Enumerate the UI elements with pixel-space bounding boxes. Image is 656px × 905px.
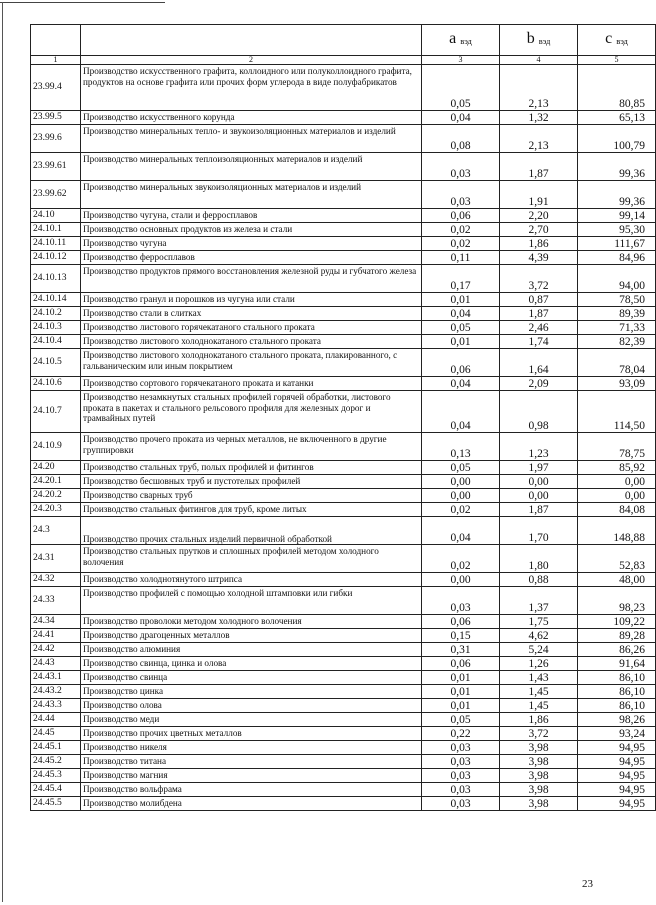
coef-a-cell: 0,05 xyxy=(422,713,500,727)
activity-name-cell: Производство чугуна, стали и ферросплавов xyxy=(81,209,422,223)
table-row xyxy=(31,349,656,377)
coef-a-cell: 0,06 xyxy=(422,657,500,671)
coef-a-cell: 0,00 xyxy=(422,475,500,489)
coef-a-cell: 0,02 xyxy=(422,503,500,517)
coef-a-cell: 0,13 xyxy=(422,433,500,461)
coef-b-cell: 1,74 xyxy=(500,335,578,349)
coef-a-cell: 0,00 xyxy=(422,489,500,503)
coef-b-cell: 2,70 xyxy=(500,223,578,237)
coef-a-cell: 0,04 xyxy=(422,377,500,391)
coef-a-cell: 0,06 xyxy=(422,209,500,223)
table-row xyxy=(31,685,656,699)
okved-code-cell: 24.31 xyxy=(31,545,81,573)
coef-b-cell: 4,39 xyxy=(500,251,578,265)
table-row xyxy=(31,783,656,797)
activity-name-cell: Производство листового холоднокатаного стального проката, плакированного, с гальваническим или иным покрытием xyxy=(81,349,422,377)
coef-c-cell: 86,26 xyxy=(578,643,656,657)
coef-b-cell: 2,20 xyxy=(500,209,578,223)
coef-a-cell: 0,03 xyxy=(422,755,500,769)
coef-c-cell: 109,22 xyxy=(578,615,656,629)
table-row xyxy=(31,475,656,489)
table-row xyxy=(31,335,656,349)
activity-name-cell: Производство титана xyxy=(81,755,422,769)
table-row xyxy=(31,699,656,713)
okved-code-cell: 24.10.2 xyxy=(31,307,81,321)
column-number: 1 xyxy=(31,56,81,65)
coef-b-cell: 0,87 xyxy=(500,293,578,307)
activity-name-cell: Производство цинка xyxy=(81,685,422,699)
activity-name-cell: Производство стальных труб, полых профилей и фитингов xyxy=(81,461,422,475)
table-row xyxy=(31,503,656,517)
activity-name-cell: Производство прочих цветных металлов xyxy=(81,727,422,741)
table-row xyxy=(31,769,656,783)
coef-b-cell: 1,64 xyxy=(500,349,578,377)
table-row xyxy=(31,671,656,685)
coef-c-cell: 71,33 xyxy=(578,321,656,335)
activity-name-cell: Производство алюминия xyxy=(81,643,422,657)
coef-b-cell: 1,37 xyxy=(500,587,578,615)
activity-name-cell: Производство бесшовных труб и пустотелых профилей xyxy=(81,475,422,489)
activity-name-cell: Производство холоднотянутого штрипса xyxy=(81,573,422,587)
header-b-label: b xyxy=(526,30,535,48)
okved-code-cell: 24.34 xyxy=(31,615,81,629)
okved-code-cell: 24.10.6 xyxy=(31,377,81,391)
coef-c-cell: 95,30 xyxy=(578,223,656,237)
table-row xyxy=(31,727,656,741)
coef-b-cell: 3,98 xyxy=(500,741,578,755)
coef-b-cell: 3,98 xyxy=(500,797,578,811)
activity-name-cell: Производство незамкнутых стальных профилей горячей обработки, листового проката в пакетах и стального рельсового профиля для железных дорог и трамвайных путей xyxy=(81,391,422,433)
table-row xyxy=(31,223,656,237)
coef-a-cell: 0,03 xyxy=(422,181,500,209)
coef-c-cell: 86,10 xyxy=(578,699,656,713)
column-number: 3 xyxy=(422,56,500,65)
coef-c-cell: 94,95 xyxy=(578,797,656,811)
coefficients-table xyxy=(30,24,656,811)
coef-b-cell: 1,86 xyxy=(500,237,578,251)
header-b-cell xyxy=(500,25,578,56)
okved-code-cell: 24.10.12 xyxy=(31,251,81,265)
okved-code-cell: 24.44 xyxy=(31,713,81,727)
header-a-subscript: вэд xyxy=(460,36,472,47)
activity-name-cell: Производство магния xyxy=(81,769,422,783)
coef-c-cell: 94,95 xyxy=(578,769,656,783)
coef-c-cell: 99,36 xyxy=(578,181,656,209)
coef-a-cell: 0,01 xyxy=(422,699,500,713)
coef-c-cell: 80,85 xyxy=(578,65,656,111)
coef-c-cell: 94,95 xyxy=(578,741,656,755)
header-c-label: c xyxy=(605,30,613,48)
coef-c-cell: 94,00 xyxy=(578,265,656,293)
table-row xyxy=(31,517,656,545)
coef-a-cell: 0,05 xyxy=(422,65,500,111)
coef-b-cell: 1,87 xyxy=(500,153,578,181)
coef-b-cell: 4,62 xyxy=(500,629,578,643)
okved-code-cell: 24.42 xyxy=(31,643,81,657)
table-row xyxy=(31,643,656,657)
okved-code-cell: 24.32 xyxy=(31,573,81,587)
coef-a-cell: 0,15 xyxy=(422,629,500,643)
coef-b-cell: 3,72 xyxy=(500,727,578,741)
activity-name-cell: Производство ферросплавов xyxy=(81,251,422,265)
okved-code-cell: 24.20.2 xyxy=(31,489,81,503)
coef-b-cell: 1,97 xyxy=(500,461,578,475)
coef-c-cell: 111,67 xyxy=(578,237,656,251)
table-row xyxy=(31,265,656,293)
coef-a-cell: 0,03 xyxy=(422,153,500,181)
table-row xyxy=(31,545,656,573)
coef-c-cell: 99,36 xyxy=(578,153,656,181)
coef-c-cell: 86,10 xyxy=(578,685,656,699)
coef-c-cell: 78,75 xyxy=(578,433,656,461)
table-row xyxy=(31,237,656,251)
coef-b-cell: 0,00 xyxy=(500,475,578,489)
coef-b-cell: 2,46 xyxy=(500,321,578,335)
okved-code-cell: 23.99.61 xyxy=(31,153,81,181)
coef-c-cell: 82,39 xyxy=(578,335,656,349)
coef-c-cell: 89,28 xyxy=(578,629,656,643)
coef-c-cell: 84,08 xyxy=(578,503,656,517)
okved-code-cell: 24.10.11 xyxy=(31,237,81,251)
coef-a-cell: 0,01 xyxy=(422,685,500,699)
okved-code-cell: 24.43.2 xyxy=(31,685,81,699)
coef-b-cell: 1,23 xyxy=(500,433,578,461)
okved-code-cell: 24.20.1 xyxy=(31,475,81,489)
activity-name-cell: Производство продуктов прямого восстановления железной руды и губчатого железа xyxy=(81,265,422,293)
table-row xyxy=(31,587,656,615)
header-a-label: a xyxy=(449,30,457,48)
okved-code-cell: 24.45.4 xyxy=(31,783,81,797)
header-name-cell xyxy=(81,25,422,56)
table-row xyxy=(31,125,656,153)
table-row xyxy=(31,377,656,391)
table-row xyxy=(31,489,656,503)
coef-c-cell: 98,23 xyxy=(578,587,656,615)
table-row xyxy=(31,461,656,475)
table-row xyxy=(31,797,656,811)
coef-a-cell: 0,05 xyxy=(422,461,500,475)
okved-code-cell: 24.45.2 xyxy=(31,755,81,769)
coef-c-cell: 114,50 xyxy=(578,391,656,433)
coef-c-cell: 91,64 xyxy=(578,657,656,671)
activity-name-cell: Производство прочих стальных изделий первичной обработкой xyxy=(81,517,422,545)
coef-c-cell: 52,83 xyxy=(578,545,656,573)
activity-name-cell: Производство искусственного графита, коллоидного или полуколлоидного графита, продуктов на основе графита или прочих форм углерода в виде полуфабрикатов xyxy=(81,65,422,111)
column-number: 2 xyxy=(81,56,422,65)
activity-name-cell: Производство никеля xyxy=(81,741,422,755)
header-code-cell xyxy=(31,25,81,56)
activity-name-cell: Производство профилей с помощью холодной штамповки или гибки xyxy=(81,587,422,615)
table-row xyxy=(31,741,656,755)
header-a-cell xyxy=(422,25,500,56)
activity-name-cell: Производство листового холоднокатаного стального проката xyxy=(81,335,422,349)
okved-code-cell: 24.3 xyxy=(31,517,81,545)
coef-b-cell: 0,98 xyxy=(500,391,578,433)
coef-c-cell: 84,96 xyxy=(578,251,656,265)
activity-name-cell: Производство олова xyxy=(81,699,422,713)
okved-code-cell: 23.99.5 xyxy=(31,111,81,125)
activity-name-cell: Производство стали в слитках xyxy=(81,307,422,321)
table-row xyxy=(31,321,656,335)
activity-name-cell: Производство прочего проката из черных металлов, не включенного в другие группировки xyxy=(81,433,422,461)
table-row xyxy=(31,615,656,629)
coef-b-cell: 0,00 xyxy=(500,489,578,503)
okved-code-cell: 24.10.9 xyxy=(31,433,81,461)
coef-b-cell: 2,13 xyxy=(500,125,578,153)
table-row xyxy=(31,573,656,587)
okved-code-cell: 24.10.1 xyxy=(31,223,81,237)
okved-code-cell: 24.20.3 xyxy=(31,503,81,517)
activity-name-cell: Производство искусственного корунда xyxy=(81,111,422,125)
okved-code-cell: 24.43.3 xyxy=(31,699,81,713)
coef-b-cell: 2,13 xyxy=(500,65,578,111)
coef-a-cell: 0,01 xyxy=(422,671,500,685)
coef-b-cell: 3,98 xyxy=(500,755,578,769)
coef-b-cell: 1,75 xyxy=(500,615,578,629)
coef-a-cell: 0,04 xyxy=(422,391,500,433)
coef-b-cell: 1,80 xyxy=(500,545,578,573)
column-number: 5 xyxy=(578,56,656,65)
okved-code-cell: 24.45.5 xyxy=(31,797,81,811)
activity-name-cell: Производство сортового горячекатаного проката и катанки xyxy=(81,377,422,391)
activity-name-cell: Производство листового горячекатаного стального проката xyxy=(81,321,422,335)
coef-b-cell: 1,43 xyxy=(500,671,578,685)
coef-b-cell: 3,98 xyxy=(500,769,578,783)
table-row xyxy=(31,755,656,769)
coef-c-cell: 48,00 xyxy=(578,573,656,587)
coef-a-cell: 0,01 xyxy=(422,293,500,307)
table-row xyxy=(31,251,656,265)
okved-code-cell: 24.33 xyxy=(31,587,81,615)
coef-c-cell: 86,10 xyxy=(578,671,656,685)
activity-name-cell: Производство минеральных тепло- и звукоизоляционных материалов и изделий xyxy=(81,125,422,153)
activity-name-cell: Производство проволоки методом холодного волочения xyxy=(81,615,422,629)
table-row xyxy=(31,713,656,727)
coef-b-cell: 1,70 xyxy=(500,517,578,545)
page-number: 23 xyxy=(582,878,593,890)
coef-b-cell: 1,86 xyxy=(500,713,578,727)
okved-code-cell: 24.10.7 xyxy=(31,391,81,433)
coef-c-cell: 98,26 xyxy=(578,713,656,727)
coef-a-cell: 0,03 xyxy=(422,783,500,797)
header-b-subscript: вэд xyxy=(538,36,551,47)
coef-c-cell: 78,50 xyxy=(578,293,656,307)
coef-b-cell: 5,24 xyxy=(500,643,578,657)
activity-name-cell: Производство минеральных теплоизоляционных материалов и изделий xyxy=(81,153,422,181)
table-row xyxy=(31,181,656,209)
coef-a-cell: 0,02 xyxy=(422,545,500,573)
table-row xyxy=(31,293,656,307)
activity-name-cell: Производство свинца, цинка и олова xyxy=(81,657,422,671)
coef-b-cell: 1,32 xyxy=(500,111,578,125)
coef-c-cell: 93,09 xyxy=(578,377,656,391)
coef-b-cell: 2,09 xyxy=(500,377,578,391)
coef-c-cell: 93,24 xyxy=(578,727,656,741)
coef-a-cell: 0,11 xyxy=(422,251,500,265)
table-row xyxy=(31,153,656,181)
table-row xyxy=(31,65,656,111)
coef-a-cell: 0,01 xyxy=(422,335,500,349)
coef-b-cell: 3,72 xyxy=(500,265,578,293)
coef-a-cell: 0,03 xyxy=(422,769,500,783)
header-c-cell xyxy=(578,25,656,56)
okved-code-cell: 24.10.3 xyxy=(31,321,81,335)
activity-name-cell: Производство минеральных звукоизоляционных материалов и изделий xyxy=(81,181,422,209)
table-body xyxy=(31,25,656,811)
coef-a-cell: 0,04 xyxy=(422,517,500,545)
coef-b-cell: 0,88 xyxy=(500,573,578,587)
coef-c-cell: 65,13 xyxy=(578,111,656,125)
coef-c-cell: 100,79 xyxy=(578,125,656,153)
header-c-subscript: вэд xyxy=(616,36,628,47)
coef-b-cell: 1,45 xyxy=(500,699,578,713)
activity-name-cell: Производство основных продуктов из железа и стали xyxy=(81,223,422,237)
coef-a-cell: 0,02 xyxy=(422,237,500,251)
coef-a-cell: 0,04 xyxy=(422,111,500,125)
table-row xyxy=(31,629,656,643)
activity-name-cell: Производство вольфрама xyxy=(81,783,422,797)
okved-code-cell: 24.43 xyxy=(31,657,81,671)
coef-b-cell: 1,45 xyxy=(500,685,578,699)
coef-a-cell: 0,22 xyxy=(422,727,500,741)
okved-code-cell: 23.99.6 xyxy=(31,125,81,153)
activity-name-cell: Производство чугуна xyxy=(81,237,422,251)
coef-a-cell: 0,06 xyxy=(422,349,500,377)
okved-code-cell: 24.41 xyxy=(31,629,81,643)
coef-a-cell: 0,03 xyxy=(422,741,500,755)
activity-name-cell: Производство свинца xyxy=(81,671,422,685)
coef-c-cell: 0,00 xyxy=(578,489,656,503)
coef-c-cell: 0,00 xyxy=(578,475,656,489)
coef-a-cell: 0,05 xyxy=(422,321,500,335)
coef-b-cell: 1,87 xyxy=(500,503,578,517)
header-row xyxy=(31,25,656,56)
coef-c-cell: 148,88 xyxy=(578,517,656,545)
coef-b-cell: 1,87 xyxy=(500,307,578,321)
coef-a-cell: 0,04 xyxy=(422,307,500,321)
coef-a-cell: 0,06 xyxy=(422,615,500,629)
activity-name-cell: Производство молибдена xyxy=(81,797,422,811)
coef-c-cell: 99,14 xyxy=(578,209,656,223)
activity-name-cell: Производство стальных фитингов для труб, кроме литых xyxy=(81,503,422,517)
okved-code-cell: 24.45.1 xyxy=(31,741,81,755)
okved-code-cell: 24.10.4 xyxy=(31,335,81,349)
coef-a-cell: 0,00 xyxy=(422,573,500,587)
column-number: 4 xyxy=(500,56,578,65)
coef-b-cell: 3,98 xyxy=(500,783,578,797)
okved-code-cell: 24.20 xyxy=(31,461,81,475)
table-row xyxy=(31,433,656,461)
coef-b-cell: 1,26 xyxy=(500,657,578,671)
coef-c-cell: 78,04 xyxy=(578,349,656,377)
okved-code-cell: 24.10.13 xyxy=(31,265,81,293)
coef-a-cell: 0,03 xyxy=(422,797,500,811)
coef-c-cell: 89,39 xyxy=(578,307,656,321)
coef-c-cell: 85,92 xyxy=(578,461,656,475)
okved-code-cell: 24.45.3 xyxy=(31,769,81,783)
left-scan-edge xyxy=(2,2,3,902)
okved-code-cell: 24.45 xyxy=(31,727,81,741)
activity-name-cell: Производство сварных труб xyxy=(81,489,422,503)
column-number-row xyxy=(31,56,656,65)
coef-a-cell: 0,17 xyxy=(422,265,500,293)
table-row xyxy=(31,209,656,223)
okved-code-cell: 24.43.1 xyxy=(31,671,81,685)
table-row xyxy=(31,657,656,671)
okved-code-cell: 23.99.4 xyxy=(31,65,81,111)
coef-a-cell: 0,08 xyxy=(422,125,500,153)
okved-code-cell: 24.10.5 xyxy=(31,349,81,377)
okved-code-cell: 24.10 xyxy=(31,209,81,223)
coef-a-cell: 0,03 xyxy=(422,587,500,615)
okved-code-cell: 24.10.14 xyxy=(31,293,81,307)
okved-code-cell: 23.99.62 xyxy=(31,181,81,209)
coef-a-cell: 0,02 xyxy=(422,223,500,237)
top-rule xyxy=(0,2,165,3)
coef-c-cell: 94,95 xyxy=(578,755,656,769)
activity-name-cell: Производство меди xyxy=(81,713,422,727)
activity-name-cell: Производство драгоценных металлов xyxy=(81,629,422,643)
coef-c-cell: 94,95 xyxy=(578,783,656,797)
coef-a-cell: 0,31 xyxy=(422,643,500,657)
coef-b-cell: 1,91 xyxy=(500,181,578,209)
activity-name-cell: Производство стальных прутков и сплошных профилей методом холодного волочения xyxy=(81,545,422,573)
activity-name-cell: Производство гранул и порошков из чугуна или стали xyxy=(81,293,422,307)
table-row xyxy=(31,111,656,125)
table-row xyxy=(31,307,656,321)
table-row xyxy=(31,391,656,433)
